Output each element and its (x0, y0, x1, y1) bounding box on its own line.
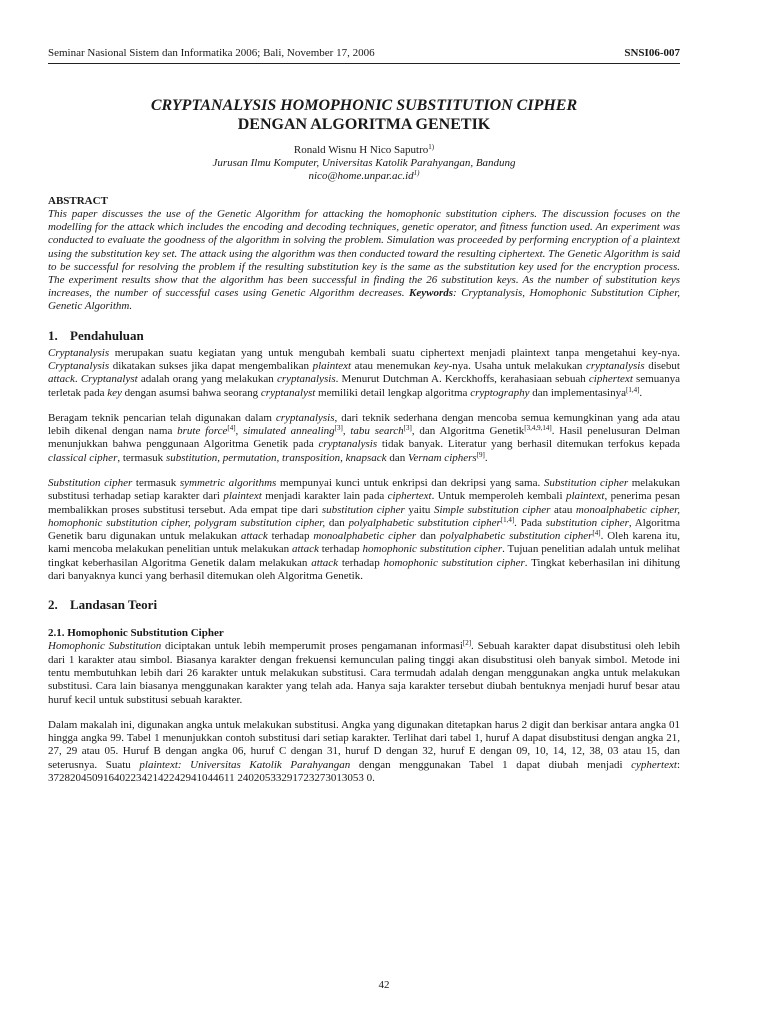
italic-term: polyalphabetic substitution cipher (348, 516, 501, 529)
text-run: Beragam teknik pencarian telah digunakan dalam (48, 411, 276, 424)
italic-term: Cryptanalysis (48, 359, 110, 372)
italic-term: monoalphabetic cipher, homophonic substitution cipher, polygram substitution cipher, (48, 503, 680, 529)
page-number: 42 (378, 979, 390, 991)
text-run: , dari teknik sederhana dengan mencoba semua kemungkinan yang ada atau lebih dikenal dengan nama (48, 411, 680, 438)
section-2-title: Landasan Teori (70, 597, 158, 613)
italic-term: brute force (177, 425, 228, 438)
text-run: adalah orang yang melakukan (137, 373, 277, 386)
section-1-paragraph-1 (48, 347, 680, 400)
subsection-2-1-heading: 2.1. Homophonic Substitution Cipher (48, 627, 224, 640)
italic-term: Simple substitution cipher (433, 503, 551, 516)
text-run: memiliki detail lengkap algoritma (315, 386, 471, 399)
text-run: diciptakan untuk lebih memperumit proses pengamanan informasi (161, 640, 463, 653)
text-run: . Pada (514, 516, 546, 529)
title-line-1: CRYPTANALYSIS HOMOPHONIC SUBSTITUTION CIPHER (150, 97, 578, 114)
section-1-number: 1. (48, 327, 58, 343)
italic-term: simulated annealing (243, 425, 335, 438)
abstract-text: This paper discusses the use of the Genetic Algorithm for attacking the homophonic substitution ciphers. The discussion focuses on the modelling for the attack which includes the encoding and decoding techniques, genetic operator, and fitness function used. An experiment was conducted to evaluate the goodness of the algorithm in solving the problem. Simulation was proceeded by performing encryption of a plaintext using the substitution key set. The attack using the algorithm was then conducted toward the resulting ciphertext. The Genetic Algorithm is said to be successful for resolving the problem if the resulting substitution key is the same as the substitution key used for the encryption process. The experiment results show that the algorithm has been successful in finding the 26 substitution keys. As the number of substitution keys increases, the number of successful cases using Genetic Algorithm decreases. (48, 208, 680, 300)
text-run: Dalam makalah ini, digunakan angka untuk melakukan substitusi. Angka yang digunakan ditetapkan harus 2 digit dan berkisar antara angka 01 hingga angka 99. Tabel 1 menunjukkan contoh substitusi dari setiap karakter. Terlihat dari tabel 1, huruf A dapat disubstitusi dengan angka 21, 27, 29 atau 05. Huruf B dengan angka 06, huruf C dengan 31, huruf D dengan 32, huruf E dengan 09, 10, 14, 12, 38, 03 atau 15, dan seterusnya. Suatu (48, 718, 680, 771)
running-header (48, 46, 680, 64)
author-sup: 1) (428, 143, 435, 151)
italic-term: cryptography (470, 386, 530, 399)
text-run: , Algoritma Genetik baru digunakan untuk melakukan (48, 516, 681, 543)
italic-term: Cryptanalyst (80, 373, 138, 386)
text-run: tidak banyak. Literatur yang berhasil ditemukan terfokus kepada (377, 438, 680, 451)
italic-term: plaintext (223, 490, 262, 503)
text-run: . (639, 386, 643, 399)
italic-term: tabu search (350, 425, 404, 438)
citation: [3,4,9,14] (524, 424, 552, 433)
title-line-2: DENGAN ALGORITMA GENETIK (237, 116, 491, 133)
text-run: dan (386, 451, 408, 464)
section-1-title: Pendahuluan (70, 327, 144, 343)
italic-term: homophonic substitution cipher (362, 543, 503, 556)
italic-term: Substitution cipher (48, 477, 133, 489)
author-names (48, 144, 680, 157)
text-run: , dan Algoritma Genetik (411, 425, 525, 438)
text-run: merupakan suatu kegiatan yang untuk mengubah kembali suatu ciphertext menjadi plaintext tanpa mengetahui key-nya. (109, 346, 680, 359)
text-run: dan (325, 516, 349, 529)
citation: [1,4] (500, 515, 515, 524)
text-run: , (235, 425, 244, 438)
italic-term: Cryptanalysis (48, 346, 110, 359)
italic-term: Substitution cipher (543, 477, 629, 489)
section-2-paragraph-1 (48, 640, 680, 706)
italic-term: classical cipher (48, 451, 118, 464)
italic-term: ciphertext (588, 373, 633, 386)
text-run: . Sebuah karakter dapat disubstitusi oleh lebih dari 1 karakter atau simbol. Biasanya karakter dengan frekuensi kemunculan paling tinggi akan disubstitusi oleh banyak simbol. Metode ini tentu membutuhkan lebih dari 26 karakter untuk melakukan substitusi. Cara termudah adalah dengan menggunakan angka untuk melakukan substitusi. Cara lain biasanya menggunakan karakter yang telah ada. Hanya saja karakter tersebut diubah bentuknya menjadi huruf besar atau huruf kecil untuk substitusi sebuah karakter. (48, 640, 680, 706)
italic-term: attack (48, 373, 75, 386)
italic-term: Homophonic Substitution (48, 640, 162, 653)
italic-term: cryptanalyst (260, 386, 316, 399)
text-run: atau menemukan (351, 359, 434, 372)
text-run: disebut (644, 359, 680, 372)
italic-term: ciphertext (387, 490, 432, 503)
italic-term: key (107, 386, 122, 399)
text-run: termasuk (132, 477, 180, 489)
keywords-text: : Cryptanalysis, Homophonic Substitution Cipher, Genetic Algorithm. (48, 287, 681, 313)
text-run: . Untuk memperoleh kembali (431, 490, 566, 503)
text-run: . (484, 451, 488, 464)
section-1-heading (48, 328, 680, 344)
author-names-text: Ronald Wisnu H Nico Saputro (293, 144, 429, 156)
text-run: dengan asumsi bahwa seorang (121, 386, 261, 399)
abstract-heading: ABSTRACT (48, 195, 108, 207)
italic-term: Vernam ciphers (407, 451, 477, 464)
citation: [2] (462, 639, 472, 648)
keywords-label: Keywords (409, 287, 454, 300)
text-run: melakukan substitusi terhadap setiap karakter dari (48, 477, 680, 503)
italic-term: cryptanalysis (585, 359, 645, 372)
text-run: terhadap (318, 543, 363, 556)
text-run: dikatakan sukses jika dapat mengembalikan (109, 359, 313, 372)
section-1-paragraph-3 (48, 477, 680, 583)
text-run: atau (550, 503, 576, 516)
text-run: dan (416, 530, 440, 543)
text-run: semuanya terletak pada (48, 373, 681, 399)
text-run: . (74, 373, 81, 386)
text-run: dengan menggunakan Tabel 1 dapat diubah menjadi (350, 758, 632, 771)
text-run: , termasuk (117, 451, 166, 464)
text-run: yaitu (404, 503, 434, 516)
text-run: . Oleh karena itu, kami mencoba melakukan penelitian untuk melakukan (48, 530, 680, 556)
text-run: . Tujuan penelitian adalah untuk melihat tingkat keberhasilan Algoritma Genetik dalam melakukan (48, 543, 680, 569)
italic-term: polyalphabetic substitution cipher (439, 530, 593, 543)
italic-term: homophonic substitution cipher (383, 556, 525, 569)
email-text: nico@home.unpar.ac.id (308, 170, 414, 182)
citation: [9] (476, 450, 485, 459)
italic-term: cyphertext (631, 758, 677, 771)
text-run: terhadap (338, 556, 384, 569)
italic-term: monoalphabetic cipher (313, 530, 417, 543)
author-email (48, 170, 680, 183)
citation: [3] (334, 424, 343, 433)
italic-term: substitution cipher (545, 516, 629, 529)
citation: [4] (227, 424, 236, 433)
text-run: dan implementasinya (529, 386, 626, 399)
text-run: menjadi karakter lain pada (261, 490, 388, 503)
text-run: mempunyai kunci untuk enkripsi dan dekripsi yang sama. (276, 477, 544, 489)
conference-name: Seminar Nasional Sistem dan Informatika 2006; Bali, November 17, 2006 (48, 47, 375, 59)
italic-term: substitution, permutation, transposition, knapsack (165, 451, 387, 464)
italic-term: plaintext (565, 490, 605, 503)
paper-code: SNSI06-007 (624, 47, 680, 59)
paper-title (48, 96, 680, 134)
email-sup: 1) (413, 169, 420, 177)
citation: [3] (403, 424, 412, 433)
text-run: , (342, 425, 351, 438)
section-2-number: 2. (48, 597, 58, 613)
author-block (48, 144, 680, 183)
paper-page (48, 46, 680, 797)
italic-term: cryptanalysis (276, 373, 336, 386)
italic-term: symmetric algorithms (179, 477, 277, 489)
italic-term: plaintext (312, 359, 352, 372)
text-run: -nya. Usaha untuk melakukan (448, 359, 586, 372)
text-run: , penerima pesan membalikkan proses substitusi tersebut. Ada empat tipe dari (48, 490, 680, 516)
italic-term: substitution cipher (321, 503, 405, 516)
italic-term: attack (311, 556, 339, 569)
text-run: . Tingkat keberhasilan ini dihitung dari banyaknya kunci yang berhasil ditemukan oleh Algoritma Genetik. (48, 556, 681, 583)
italic-term: attack (291, 543, 319, 556)
section-1-paragraph-2 (48, 412, 680, 465)
author-affiliation: Jurusan Ilmu Komputer, Universitas Katolik Parahyangan, Bandung (212, 157, 516, 169)
italic-term: cryptanalysis (275, 411, 335, 424)
citation: [1,4] (625, 385, 640, 394)
text-run: : 3728204509164022342142242941044611 24020533291723273013053 0. (48, 758, 680, 785)
text-run: . Hasil penelusuran Delman menunjukkan bahwa penggunaan Algoritma Genetik pada (48, 425, 681, 451)
italic-term: cryptanalysis (318, 438, 378, 451)
citation: [4] (592, 529, 601, 538)
italic-term: attack (240, 530, 268, 543)
italic-term: plaintext: Universitas Katolik Parahyangan (139, 758, 351, 771)
section-2-paragraph-2 (48, 719, 680, 785)
text-run: . Menurut Dutchman A. Kerckhoffs, kerahasiaan sebuah (335, 373, 589, 386)
abstract-body (48, 208, 680, 314)
italic-term: key (433, 359, 449, 372)
section-2-heading (48, 597, 680, 613)
text-run: terhadap (267, 530, 314, 543)
